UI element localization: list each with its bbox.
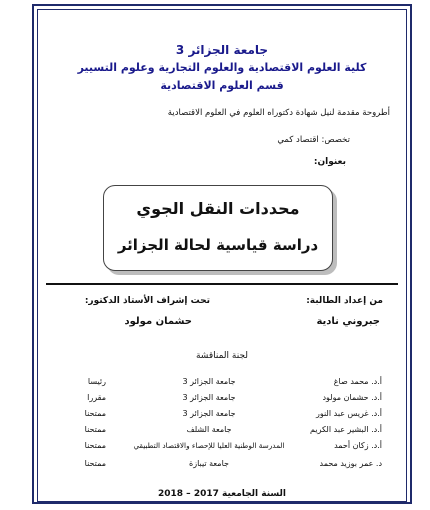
member-role: ممتحنا [84,441,106,450]
department-name: قسم العلوم الاقتصادية [160,79,284,92]
prepared-by-label: من إعداد الطالبة: [306,296,383,306]
supervisor-label: تحت إشراف الأستاذ الدكتور: [84,296,210,306]
thesis-statement: أطروحة مقدمة لنيل شهادة دكتوراه العلوم في العلوم الاقتصادية [167,108,390,118]
committee-row [0,425,430,441]
member-name: د. عمر بوزيد محمد [319,459,382,468]
committee-row [0,377,430,393]
faculty-name: كلية العلوم الاقتصادية والعلوم التجارية وعلوم التسيير [77,61,367,74]
committee-label: لجنة المناقشة [195,351,248,361]
member-role: ممتحنا [84,459,106,468]
under-title-label: بعنوان: [313,157,346,167]
member-institution: جامعة الجزائر 3 [182,393,236,402]
member-institution: جامعة الشلف [186,425,232,434]
member-role: رئيسا [87,377,106,386]
member-name: أ.د. زكان أحمد [334,441,382,450]
member-name: أ.د. حشمان مولود [322,393,382,402]
member-name: أ.د. غريس عبد النور [316,409,382,418]
member-name: أ.د. البشير عبد الكريم [310,425,382,434]
title-box [103,185,333,271]
committee-row [0,459,430,475]
university-name: جامعة الجزائر 3 [175,43,269,57]
academic-year: السنة الجامعية 2017 – 2018 [157,489,287,499]
divider-rule [46,283,398,285]
member-institution: جامعة الجزائر 3 [182,409,236,418]
member-institution: المدرسة الوطنية العليا للإحصاء والاقتصاد التطبيقي [133,441,285,450]
thesis-title-line1: محددات النقل الجوي [136,199,300,218]
specialization: تخصص: اقتصاد كمي [277,135,350,145]
committee-row [0,409,430,425]
committee-row [0,393,430,409]
committee-row [0,441,430,457]
member-role: مقررا [87,393,106,402]
student-name: جبروني نادية [316,316,380,327]
member-name: أ.د. محمد صاغ [333,377,382,386]
member-role: ممتحنا [84,409,106,418]
supervisor-name: حشمان مولود [124,316,192,327]
thesis-title-line2: دراسة قياسية لحالة الجزائر [117,236,319,254]
member-role: ممتحنا [84,425,106,434]
member-institution: جامعة الجزائر 3 [182,377,236,386]
member-institution: جامعة تيبازة [189,459,229,468]
